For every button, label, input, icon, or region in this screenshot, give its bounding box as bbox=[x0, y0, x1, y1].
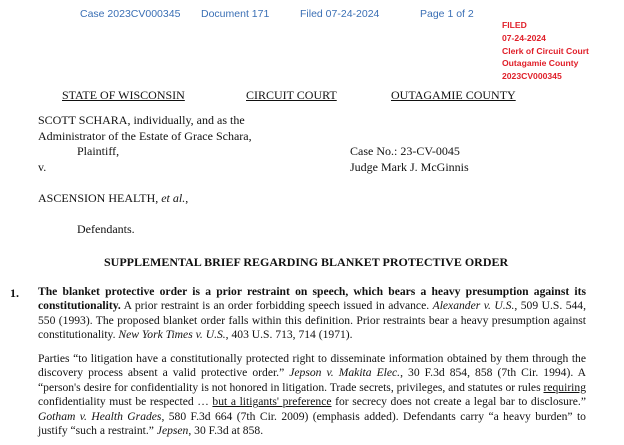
stamp-filed: FILED bbox=[502, 20, 527, 30]
header-page-indicator: Page 1 of 2 bbox=[420, 8, 474, 20]
paragraph-1: The blanket protective order is a prior restraint on speech, which bears a heavy presumption against its constitutionality. A prior restraint is an order forbidding speech issued in advance. Alexander v. U.S., 509 U.S. 544, 550 (1993). The proposed blanket order falls within this definition. Prior restraints bear a heavy presumption against constitutionality. New York Times v. U.S., 403 U.S. 713, 714 (1971). bbox=[38, 285, 586, 342]
header-filed-date: Filed 07-24-2024 bbox=[300, 8, 380, 20]
brief-title: SUPPLEMENTAL BRIEF REGARDING BLANKET PROTECTIVE ORDER bbox=[104, 255, 509, 269]
plaintiff-role: Plaintiff, bbox=[77, 144, 120, 158]
header-document-number: Document 171 bbox=[201, 8, 270, 20]
case-number: Case No.: 23-CV-0045 bbox=[350, 144, 460, 158]
stamp-date: 07-24-2024 bbox=[502, 32, 546, 43]
stamp-case-number: 2023CV000345 bbox=[502, 71, 562, 82]
stamp-county: Outagamie County bbox=[502, 58, 579, 69]
versus: v. bbox=[38, 160, 47, 174]
plaintiff-line-2: Administrator of the Estate of Grace Schara, bbox=[38, 129, 252, 143]
judge-name: Judge Mark J. McGinnis bbox=[350, 160, 469, 174]
plaintiff-line-1: SCOTT SCHARA, individually, and as the bbox=[38, 113, 245, 127]
court-state: STATE OF WISCONSIN bbox=[62, 88, 185, 102]
header-case-number: Case 2023CV000345 bbox=[80, 8, 181, 20]
filing-stamp bbox=[502, 19, 589, 83]
paragraph-number: 1. bbox=[10, 286, 19, 300]
defendant-role: Defendants. bbox=[77, 222, 135, 236]
defendant-name: ASCENSION HEALTH, et al., bbox=[38, 191, 189, 205]
stamp-clerk: Clerk of Circuit Court bbox=[502, 45, 589, 56]
court-name: CIRCUIT COURT bbox=[246, 88, 337, 102]
court-county: OUTAGAMIE COUNTY bbox=[391, 88, 516, 102]
paragraph-2: Parties “to litigation have a constitutionally protected right to disseminate information obtained by them through the discovery process absent a valid protective order.” Jepson v. Makita Elec., 30 F.3d 854, 858 (7th Cir. 1994). A “person's desire for confidentiality is not honored in litigation. Trade secrets, privileges, and statutes or rules requiring confidentiality must be respected … but a litigants' preference for secrecy does not create a legal bar to disclosure.” Gotham v. Health Grades, 580 F.3d 664 (7th Cir. 2009) (emphasis added). Defendants carry “a heavy burden” to justify “such a restraint.” Jepsen, 30 F.3d at 858. bbox=[38, 352, 586, 438]
